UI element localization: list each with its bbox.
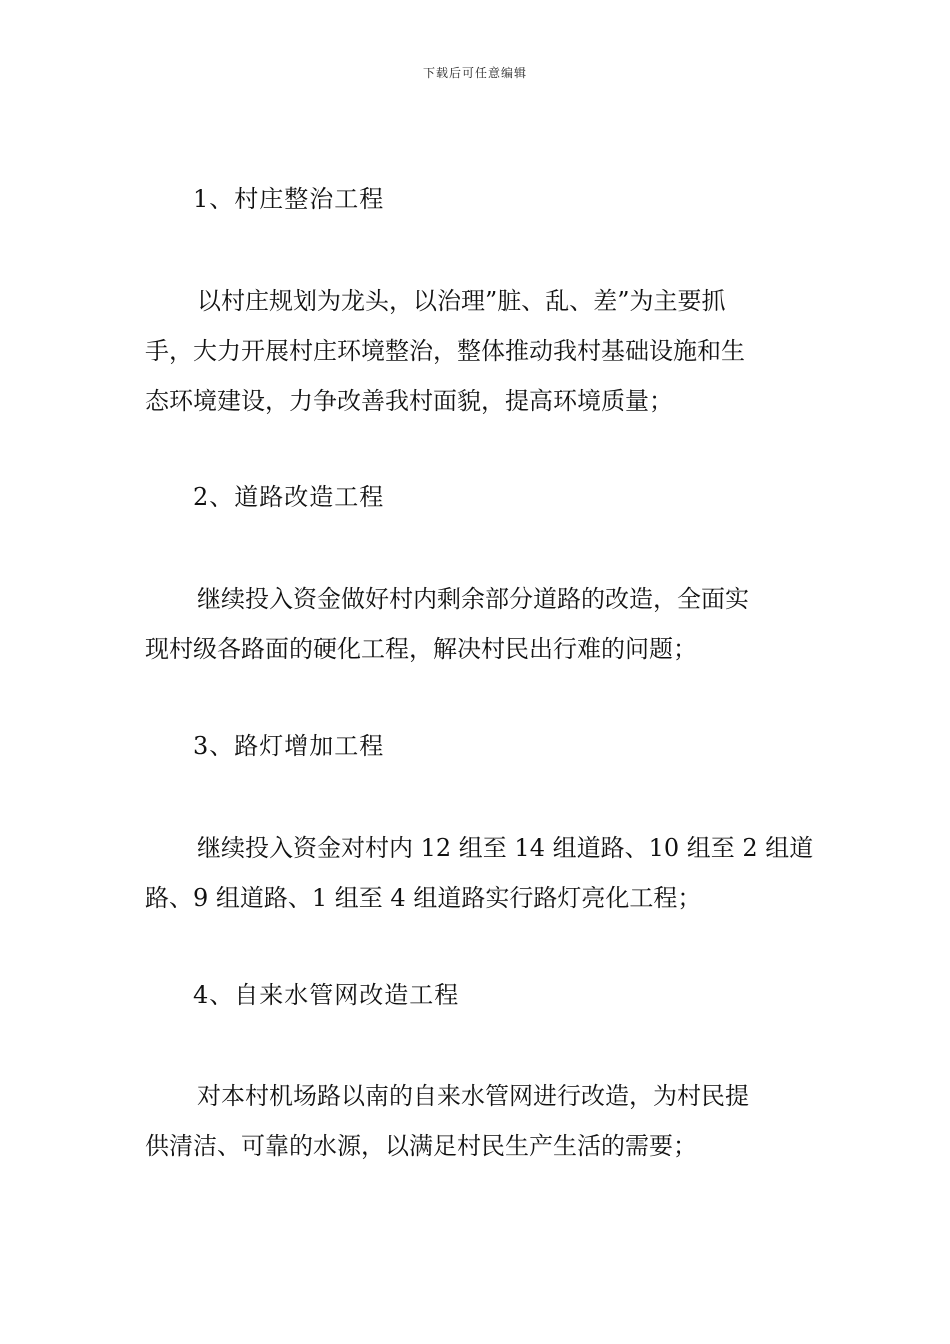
- page-header: 下载后可任意编辑: [422, 66, 527, 80]
- section-1-heading: 1、村庄整治工程: [193, 185, 385, 213]
- paragraph-line: 手，大力开展村庄环境整治，整体推动我村基础设施和生: [145, 337, 745, 365]
- section-2-paragraph: [145, 574, 815, 674]
- paragraph-line: 以村庄规划为龙头，以治理”脏、乱、差”为主要抓: [197, 287, 726, 315]
- paragraph-line: 现村级各路面的硬化工程，解决村民出行难的问题；: [145, 635, 697, 663]
- paragraph-line: 继续投入资金做好村内剩余部分道路的改造，全面实: [197, 585, 749, 613]
- paragraph-line: 对本村机场路以南的自来水管网进行改造，为村民提: [197, 1082, 749, 1110]
- section-4-heading: 4、自来水管网改造工程: [193, 981, 460, 1009]
- paragraph-line: 继续投入资金对村内 12 组至 14 组道路、10 组至 2 组道: [197, 834, 814, 862]
- paragraph-line: 路、9 组道路、1 组至 4 组道路实行路灯亮化工程；: [145, 884, 702, 912]
- section-2-heading: 2、道路改造工程: [193, 483, 385, 511]
- section-3-heading: 3、路灯增加工程: [193, 732, 385, 760]
- section-4-paragraph: [145, 1071, 815, 1171]
- section-3-paragraph: [145, 823, 815, 923]
- paragraph-line: 态环境建设，力争改善我村面貌，提高环境质量；: [145, 387, 673, 415]
- section-1-paragraph: [145, 276, 815, 426]
- paragraph-line: 供清洁、可靠的水源，以满足村民生产生活的需要；: [145, 1132, 697, 1160]
